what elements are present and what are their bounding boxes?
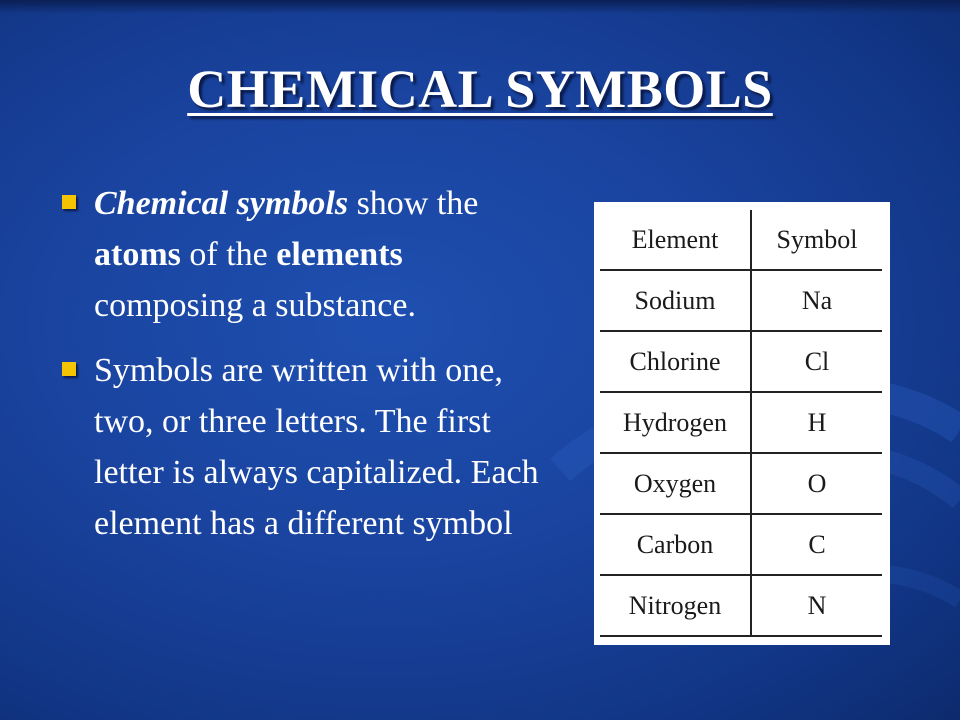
element-name-cell: Carbon [600,514,751,575]
symbol-cell: C [751,514,882,575]
element-name-cell: Nitrogen [600,575,751,636]
table-row [600,331,882,392]
bullet-text: composing a substance. [94,287,416,324]
table-row [600,453,882,514]
table-row [600,270,882,331]
square-bullet-icon [62,195,76,209]
emphasis-chemical-symbols: Chemical symbols [94,185,349,222]
bullet-item-2 [60,345,560,549]
column-header-symbol: Symbol [751,210,882,270]
symbol-cell: H [751,392,882,453]
element-name-cell: Sodium [600,270,751,331]
column-header-element: Element [600,210,751,270]
square-bullet-icon [62,362,76,376]
symbol-cell: Na [751,270,882,331]
slide-title: CHEMICAL SYMBOLS [187,59,773,119]
emphasis-elements: elements [276,236,403,273]
bullet-item-1 [60,178,560,331]
element-symbol-table [600,210,882,637]
element-name-cell: Chlorine [600,331,751,392]
symbol-cell: N [751,575,882,636]
emphasis-atoms: atoms [94,236,181,273]
bullet-text: of the [180,236,277,273]
symbol-cell: O [751,453,882,514]
element-table-image [594,202,890,645]
table-row [600,575,882,636]
symbol-cell: Cl [751,331,882,392]
bullet-text: show the [348,185,479,222]
table-row [600,514,882,575]
bullet-list [60,178,560,563]
element-name-cell: Hydrogen [600,392,751,453]
table-row [600,392,882,453]
element-name-cell: Oxygen [600,453,751,514]
bullet-text: Symbols are written with one, two, or three letters. The first letter is always capitalized. Each element has a different symbol [94,352,539,542]
table-header-row [600,210,882,270]
